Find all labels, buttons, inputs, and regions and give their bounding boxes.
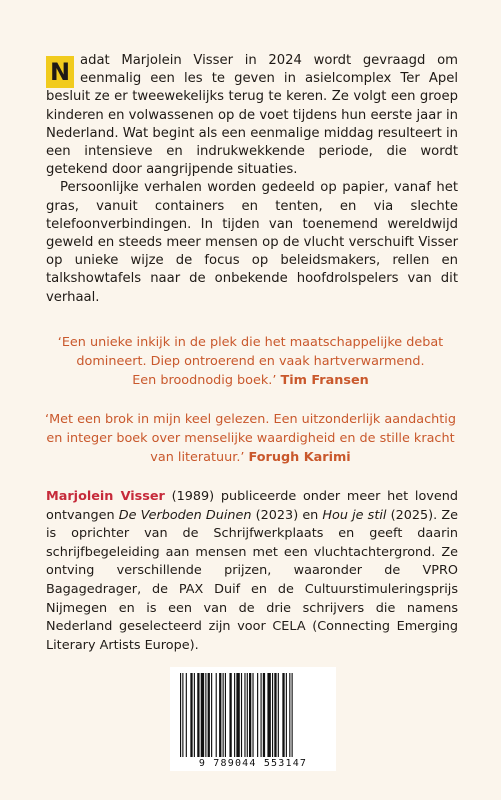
blurb xyxy=(46,52,458,307)
barcode-bar xyxy=(194,673,195,757)
barcode-bar xyxy=(244,673,245,757)
quote-2-author: Forugh Karimi xyxy=(248,450,351,465)
barcode-bar xyxy=(205,673,206,757)
barcode-bars xyxy=(180,673,326,757)
barcode-bar xyxy=(278,673,279,757)
barcode-bar xyxy=(201,673,204,757)
drop-cap: N xyxy=(46,56,74,88)
barcode-bar xyxy=(190,673,192,757)
bio-text-2: (2023) en xyxy=(251,507,323,523)
author-name: Marjolein Visser xyxy=(46,489,165,504)
book-title-1: De Verboden Duinen xyxy=(118,507,252,523)
barcode-bar xyxy=(211,673,212,757)
quote-1-line-2: domineert. Diep ontroerend en vaak hartverwarmend. xyxy=(76,354,425,369)
review-quote-1 xyxy=(0,333,501,390)
barcode-bar xyxy=(216,673,217,757)
quote-1-line-3-text: Een broodnodig boek.’ xyxy=(132,373,277,388)
blurb-paragraph-1 xyxy=(46,52,458,179)
barcode-bar xyxy=(272,673,273,757)
bio-text-1: (1989) publiceerde onder meer het lovend ontvangen xyxy=(46,489,458,523)
barcode-bar xyxy=(180,673,181,757)
barcode-bar xyxy=(197,673,199,757)
isbn-number: 9 789044 553147 xyxy=(198,758,308,769)
barcode-bar xyxy=(286,673,287,757)
quote-1-line-3 xyxy=(0,371,501,390)
barcode-bar xyxy=(292,673,293,757)
blurb-paragraph-1-text: adat Marjolein Visser in 2024 wordt gevraagd om eenmalig een les te geven in asielcomplex Ter Apel besluit ze er tweewekelijks terug te keren. Ze volgt een groep kinderen en volwassenen op de voet tijdens hun eerste jaar in Nederland. Wat begint als een eenmalige middag resulteert in een intensieve en indrukwekkende periode, die wordt getekend door aangrijpende situaties. xyxy=(46,53,458,178)
bio-text-3: (2025). Ze is oprichter van de Schrijfwerkplaats en geeft daarin schrijfbegeleiding aan mensen met een vluchtachtergrond. Ze ontving verschillende prijzen, waaronder de VPRO Bagagedrager, de PAX Duif en de Cultuurstimuleringsprijs Nijmegen en is een van de drie schrijvers die namens Nederland geselecteerd zijn voor CELA (Connecting Emerging Literary Artists Europe). xyxy=(46,507,458,653)
quote-1-author: Tim Fransen xyxy=(280,373,369,388)
barcode-bar xyxy=(241,673,242,757)
barcode-bar xyxy=(208,673,210,757)
barcode-bar xyxy=(267,673,270,757)
barcode-bar xyxy=(263,673,265,757)
barcode-bar xyxy=(289,673,290,757)
author-bio xyxy=(46,488,458,655)
barcode xyxy=(170,667,336,771)
quote-2-line-3-text: van literatuur.’ xyxy=(150,450,245,465)
barcode-bar xyxy=(261,673,262,757)
barcode-bar xyxy=(257,673,258,757)
barcode-bar xyxy=(249,673,251,757)
blurb-paragraph-2: Persoonlijke verhalen worden gedeeld op papier, vanaf het gras, vanuit containers en tenten, en via slechte telefoonverbindingen. In tijden van toenemend wereldwijd geweld en steeds meer mensen op de vlucht verschuift Visser op unieke wijze de focus op beleidsmakers, rellen en talkshowtafels naar de onbekende hoofdrolspelers van dit verhaal. xyxy=(46,180,458,305)
barcode-bar xyxy=(229,673,231,757)
quote-2-line-3 xyxy=(0,448,501,467)
barcode-bar xyxy=(234,673,235,757)
barcode-bar xyxy=(252,673,253,757)
book-title-2: Hou je stil xyxy=(322,507,387,523)
author-bio-paragraph xyxy=(46,488,458,655)
barcode-bar xyxy=(247,673,248,757)
barcode-bar xyxy=(274,673,276,757)
barcode-bar xyxy=(219,673,221,757)
barcode-bar xyxy=(282,673,284,757)
barcode-bar xyxy=(182,673,183,757)
quote-2-line-2: en integer boek over menselijke waardigheid en de stille kracht xyxy=(46,431,455,446)
barcode-bar xyxy=(225,673,226,757)
quote-1-line-1: ‘Een unieke inkijk in de plek die het maatschappelijke debat xyxy=(57,335,444,350)
barcode-bar xyxy=(236,673,239,757)
review-quote-2 xyxy=(0,410,501,467)
quote-2-line-1: ‘Met een brok in mijn keel gelezen. Een uitzonderlijk aandachtig xyxy=(45,412,456,427)
barcode-bar xyxy=(186,673,187,757)
barcode-bar xyxy=(223,673,224,757)
